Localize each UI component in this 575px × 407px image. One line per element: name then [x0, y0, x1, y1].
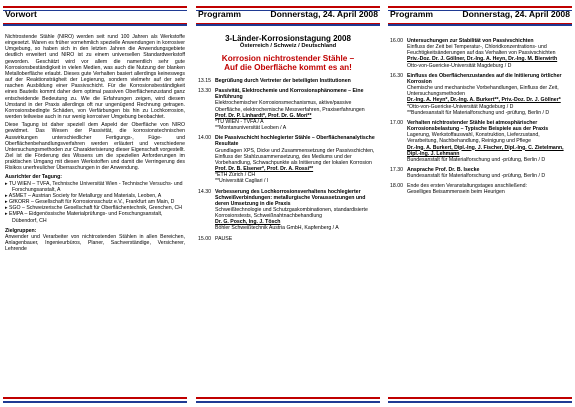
- list-item: ▸ GfKORR – Gesellschaft für Korrosionsschutz e.V., Frankfurt am Main, D: [5, 199, 175, 206]
- entry-affiliation: Bundesanstalt für Materialforschung und -prüfung, Berlin / D: [407, 156, 546, 163]
- program-entry: [390, 73, 570, 116]
- entry-time: 16.00: [390, 38, 403, 44]
- header-bar: [3, 6, 187, 26]
- entry-authors: Prof. Dr. B. Elsener*, Prof. Dr. A. Rossi**: [215, 166, 314, 173]
- entry-authors: Priv.-Doz. Dr. J. Göllner, Dr.-Ing. A. Heyn, Dr.-Ing. M. Bierwirth: [407, 56, 558, 63]
- entry-time: 17.30: [390, 166, 403, 173]
- conference-subtitle: Österreich / Schweiz / Deutschland: [239, 43, 337, 49]
- header-bar: [388, 6, 572, 26]
- entry-body: Chemische und mechanische Vorbehandlungen, Einfluss der Zeit, Untersuchungsmethoden: [407, 85, 559, 98]
- program-entry: [198, 88, 378, 131]
- entry-title: Begrüßung durch Vertreter der beteiligten Institutionen: [215, 78, 351, 84]
- program-entry: [390, 38, 570, 69]
- entry-title: Verhalten nichtrostender Stähle bei atmosphärischer Korrosionsbelastung – Typische Beispiele aus der Praxis: [407, 119, 549, 133]
- entry-title: Die Passivschicht hochlegierter Stähle – Oberflächenanalytische Resultate: [215, 135, 375, 148]
- program-entry: [198, 189, 378, 232]
- footer-bar: [388, 397, 572, 403]
- entry-body: Geselliges Beisammensein beim Heurigen: [407, 189, 505, 196]
- entry-authors: Dr.-Ing. A. Heyn*, Dr.-Ing. A. Burkert**, Priv.-Doz. Dr. J. Göllner*: [407, 97, 561, 104]
- entry-time: 14.30: [198, 188, 211, 195]
- entry-time: 15.00: [198, 235, 211, 242]
- entry-body: Elektrochemischer Korrosionsmechanismus, aktive/passive Oberfläche, elektrochemische Messverfahren, Praxiserfahrungen: [215, 100, 365, 113]
- entry-affiliation: **Universität Cagliari / I: [215, 178, 269, 185]
- conference-title: 3-Länder-Korrosionstagung 2008: [225, 34, 351, 43]
- entry-affiliation: *ETH Zürich / CH: [215, 172, 256, 179]
- footer-bar: [3, 397, 187, 403]
- program-entry: [390, 120, 570, 163]
- entry-time: 18.00: [390, 183, 403, 190]
- program-list: [390, 38, 570, 196]
- entry-affiliation: Bundesanstalt für Materialforschung und -prüfung, Berlin / D: [407, 173, 546, 180]
- intro-paragraph-1: Nichtrostende Stähle (NIRO) werden seit rund 100 Jahren als Werkstoffe eingesetzt. Waren es früher vornehmlich spezielle Anwendungen in korrosiver Umgebung, so haben sich in den letzten Jahren die Anwendungsgebiete deutlich erweitert und NIRO ist zu einem universellen Standardwerkstoff geworden. Geschätzt wird vor allem die namentlich sehr gute Korrosionsbeständigkeit in vielen Medien, was auch die Nutzung der blanken Metalloberfläche erlaubt. Dieses gute Verhalten basiert allerdings keineswegs auf der Reaktionsträgheit der Legierung, sondern vielmehr auf der sehr raschen Ausbildung einer Passivschicht. Für die Korrosionsbeständigkeit eines Bauteils kommt daher dem optimal passiven Oberflächenzustand ganz entscheidende Bedeutung zu. Wie die Erfahrungen zeigen, wird diesem Umstand in der Praxis allerdings oft nur ungenügend Rechnung getragen. Korrosionsbedingte Schäden, von Verfärbungen bis hin zu Lochkorrosion, werden teilweise auch in nur wenig korrosiver Umgebung beobachtet.: [5, 34, 185, 121]
- entry-body: Einfluss der Zeit bei Temperatur-, Chloridkonzentrations- und Feuchtigkeitsänderungen auf das Verhalten von Passivschichten: [407, 44, 556, 57]
- entry-affiliation: Otto-von-Guericke-Universität Magdeburg / D: [407, 62, 512, 69]
- page-vorwort: [0, 0, 190, 407]
- program-entry: [198, 135, 378, 184]
- target-title: Zielgruppen:: [5, 227, 37, 234]
- program-entry: [390, 167, 570, 179]
- entry-affiliation: **Bundesanstalt für Materialforschung und -prüfung, Berlin / D: [407, 109, 550, 116]
- entry-affiliation: Böhler Schweißtechnik Austria GmbH, Kapfenberg / A: [215, 225, 339, 232]
- entry-body: Schweißtechnologie und Schutzgaskombinationen, standardisierte Korrosionstests, Schweißnahtnachbehandlung: [215, 206, 368, 220]
- list-item: ▸ EMPA – Eidgenössische Materialprüfungs- und Forschungsanstalt, Dübendorf, CH: [5, 211, 163, 224]
- page-programm-1: [193, 0, 383, 407]
- entry-title: Einfluss des Oberflächenzustandes auf die Initiierung örtlicher Korrosion: [407, 72, 562, 85]
- entry-authors: Prof. Dr. P. Linhardt*, Prof. Dr. G. Mori**: [215, 112, 312, 119]
- entry-body: Lagerung, Werkstoffauswahl, Konstruktion, Lieferzustand, Verarbeitung, Nachbehandlung, Reinigung und Pflege: [407, 132, 540, 145]
- list-item: ▸ TU WIEN – TVFA, Technische Universität Wien - Technische Versuchs- und Forschungsanstalt, A: [5, 180, 183, 193]
- program-list: [198, 78, 378, 242]
- motto-line-2: Auf die Oberfläche kommt es an!: [224, 63, 352, 72]
- entry-time: 17.00: [390, 119, 403, 126]
- entry-body: Ende des ersten Veranstaltungstages anschließend:: [407, 183, 527, 190]
- program-entry: [198, 78, 378, 84]
- motto-line-1: Korrosion nichtrostender Stähle –: [221, 54, 355, 63]
- entry-affiliation: *TU WIEN - TVFA / A: [215, 118, 264, 125]
- entry-affiliation: *Otto-von-Guericke-Universität Magdeburg / D: [407, 103, 514, 110]
- conference-motto: [198, 54, 378, 72]
- entry-title: Untersuchungen zur Stabilität von Passivschichten: [407, 38, 534, 44]
- program-entry: [390, 183, 570, 195]
- entry-time: 13.30: [198, 88, 211, 95]
- organizers-list: [5, 181, 185, 224]
- page-programm-2: [385, 0, 575, 407]
- entry-time: 13.15: [198, 78, 211, 84]
- entry-body: PAUSE: [215, 235, 233, 242]
- entry-body: Grundlagen XPS, Dicke und Zusammensetzung der Passivschichten, Einfluss der Stahlzusammensetzung, des Mediums und der Vorbehandlung, Schwachpunkte als Initiierung der lokalen Korrosion: [215, 147, 375, 166]
- entry-affiliation: **Montanuniversität Leoben / A: [215, 125, 287, 132]
- entry-title: Verbesserung des Lochkorrosionsverhaltens hochlegierter Schweißverbindungen: metallurgische Voraussetzungen und deren Umsetzung in die Praxis: [215, 188, 366, 207]
- entry-time: 14.00: [198, 135, 211, 142]
- header-date: Donnerstag, 24. April 2008: [270, 9, 378, 19]
- entry-authors: Dr. G. Posch, Ing. J. Tösch: [215, 219, 281, 226]
- entry-authors: Dr.-Ing. A. Burkert, Dipl.-Ing. J. Fischer, Dipl.-Ing. C. Zietelmann, Dipl.-Ing. J. Lehmann: [407, 144, 564, 157]
- header-title: Vorwort: [5, 9, 37, 19]
- header-date: Donnerstag, 24. April 2008: [462, 9, 570, 19]
- entry-title: Ansprache Prof. Dr. B. Isecke: [407, 166, 480, 173]
- footer-bar: [196, 397, 380, 403]
- list-item: ▸ SGO – Schweizerische Gesellschaft für Oberflächentechnik, Grenchen, CH: [5, 205, 183, 212]
- program-entry: [198, 236, 378, 242]
- intro-paragraph-2: Diese Tagung ist daher speziell dem Aspekt der Oberfläche von NIRO gewidmet. Das Wesen der Passivität, die korrosionstechnischen Auswirkungen unterschiedlicher Fertigungs-, Füge- und Oberflächenbehandlungsverfahren werden erläutert und verschiedene Untersuchungsmethoden zur Charakterisierung dieser Eigenschaft vorgestellt. Ziel ist die Förderung des Wissens um die speziellen Anforderungen im praktischen Umgang mit diesen Werkstoffen und damit die Verringerung des Risikos unerfreulicher Überraschungen in der Anwendung.: [5, 122, 185, 172]
- entry-time: 16.30: [390, 72, 403, 79]
- entry-title: Passivität, Elektrochemie und Korrosionsphänomene – Eine Einführung: [215, 88, 364, 101]
- list-item: ▸ ASMET – Austrian Society for Metallurgy and Materials, Leoben, A: [5, 192, 162, 199]
- target-text: Anwender und Verarbeiter von nichtrostenden Stählen in allen Bereichen, Anlagenbauer, Ingenieurbüros, Planer, Sachverständige, Versicherer, Lehrende: [5, 233, 185, 253]
- organizers-title: Ausrichter der Tagung:: [5, 174, 62, 181]
- header-title: Programm: [198, 9, 241, 19]
- header-bar: [196, 6, 380, 26]
- header-title: Programm: [390, 9, 433, 19]
